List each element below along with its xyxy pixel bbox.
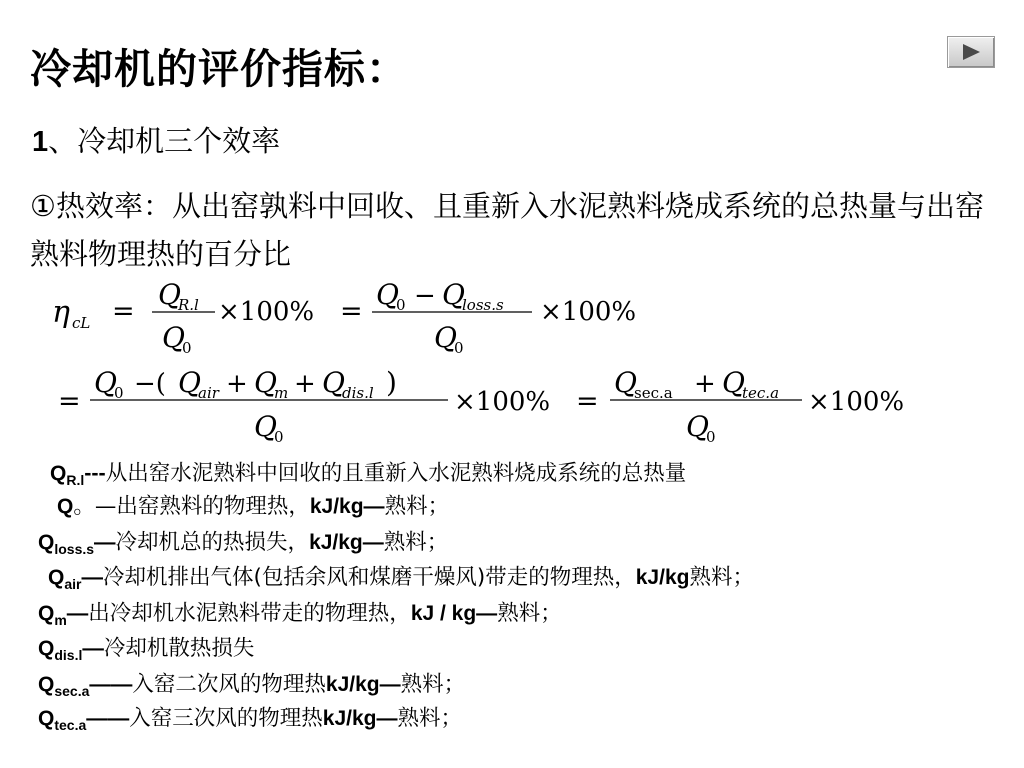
def-symbol: $Q_m$ xyxy=(38,602,67,628)
definition-item: $Q_{R.l}---$从出窑水泥熟料中回收的且重新入水泥熟料烧成系统的总热量 xyxy=(50,461,687,488)
definition-item: $Q_{sec.a}——$入窑二次风的物理热kJ/kg—熟料； xyxy=(38,672,466,699)
frac3-q-dis: Q xyxy=(322,366,345,399)
play-triangle-icon xyxy=(960,42,982,62)
frac1-num-sub: R.l xyxy=(178,296,199,314)
def-symbol: $Q_{dis.l}$ xyxy=(38,637,83,663)
frac1-den: Q xyxy=(162,321,185,354)
frac3-num-q0: Q xyxy=(94,366,117,399)
definition-paragraph: ①热效率：从出窑孰料中回收、且重新入水泥熟料烧成系统的总热量与出窑熟料物理热的百分比 xyxy=(30,189,984,271)
equals-2: = xyxy=(340,296,363,327)
section-heading xyxy=(32,119,280,160)
slide-title: 冷却机的评价指标： xyxy=(30,45,408,93)
definition-item: $Q_{tec.a}——$入窑三次风的物理热kJ/kg—熟料； xyxy=(38,706,462,733)
frac2-num-a-sub: 0 xyxy=(396,296,406,314)
times100-1: ×100% xyxy=(218,297,315,327)
frac3-num-q0-sub: 0 xyxy=(114,384,124,402)
times100-4: ×100% xyxy=(808,387,905,417)
def-symbol: $Q_{sec.a}$ xyxy=(38,673,90,699)
frac3-minus: −( xyxy=(134,369,166,399)
frac4-den-sub: 0 xyxy=(706,428,716,446)
frac3-q-m: Q xyxy=(254,366,277,399)
eta-symbol: η xyxy=(52,295,70,330)
equals-3: = xyxy=(58,386,81,417)
times100-2: ×100% xyxy=(540,297,637,327)
frac2-den-sub: 0 xyxy=(454,339,464,357)
frac3-plus-1: + xyxy=(226,369,248,399)
frac4-sec-sub: sec.a xyxy=(634,384,673,402)
frac2-minus: − xyxy=(414,281,436,311)
frac2-num-b-sub: loss.s xyxy=(462,296,504,314)
frac4-q-tec: Q xyxy=(722,366,745,399)
frac2-den: Q xyxy=(434,321,457,354)
heading-number: 1 xyxy=(32,126,49,158)
frac4-q-sec: Q xyxy=(614,366,637,399)
frac3-den-sub: 0 xyxy=(274,428,284,446)
frac3-close-paren: ) xyxy=(386,366,397,399)
definition-item: $Q_m—$出冷却机水泥熟料带走的物理热，kJ / kg—熟料； xyxy=(38,601,562,628)
frac2-num-b: Q xyxy=(442,278,465,311)
definition-item: $Q_{air}—$冷却机排出气体(包括余风和煤磨干燥风)带走的物理热，kJ/kg熟料； xyxy=(48,565,754,592)
frac4-den: Q xyxy=(686,410,709,443)
efficiency-formula xyxy=(50,272,970,452)
frac3-m-sub: m xyxy=(274,384,289,402)
definition-item: Q。—出窑熟料的物理热，kJ/kg—熟料； xyxy=(57,494,450,519)
frac4-tec-sub: tec.a xyxy=(742,384,780,402)
frac4-plus: + xyxy=(694,369,716,399)
frac3-q-air: Q xyxy=(178,366,201,399)
definition-item: $Q_{dis.l}—$冷却机散热损失 xyxy=(38,636,255,663)
frac2-num-a: Q xyxy=(376,278,399,311)
eta-subscript: cL xyxy=(72,314,91,332)
equals-1: = xyxy=(112,296,135,327)
times100-3: ×100% xyxy=(454,387,551,417)
equals-4: = xyxy=(576,386,599,417)
def-symbol: Q xyxy=(57,495,74,518)
next-slide-button[interactable] xyxy=(947,36,995,68)
frac3-dis-sub: dis.l xyxy=(342,384,374,402)
definition-item: $Q_{loss.s}—$冷却机总的热损失，kJ/kg—熟料； xyxy=(38,530,449,557)
def-symbol: $Q_{tec.a}$ xyxy=(38,707,87,733)
frac3-air-sub: air xyxy=(198,384,219,402)
def-symbol: $Q_{R.l}$ xyxy=(50,462,85,488)
heading-text: 、冷却机三个效率 xyxy=(48,124,281,158)
frac1-num: Q xyxy=(158,278,181,311)
def-symbol: $Q_{loss.s}$ xyxy=(38,531,95,557)
frac1-den-sub: 0 xyxy=(182,339,192,357)
frac3-plus-2: + xyxy=(294,369,316,399)
frac3-den: Q xyxy=(254,410,277,443)
def-symbol: $Q_{air}$ xyxy=(48,566,82,592)
